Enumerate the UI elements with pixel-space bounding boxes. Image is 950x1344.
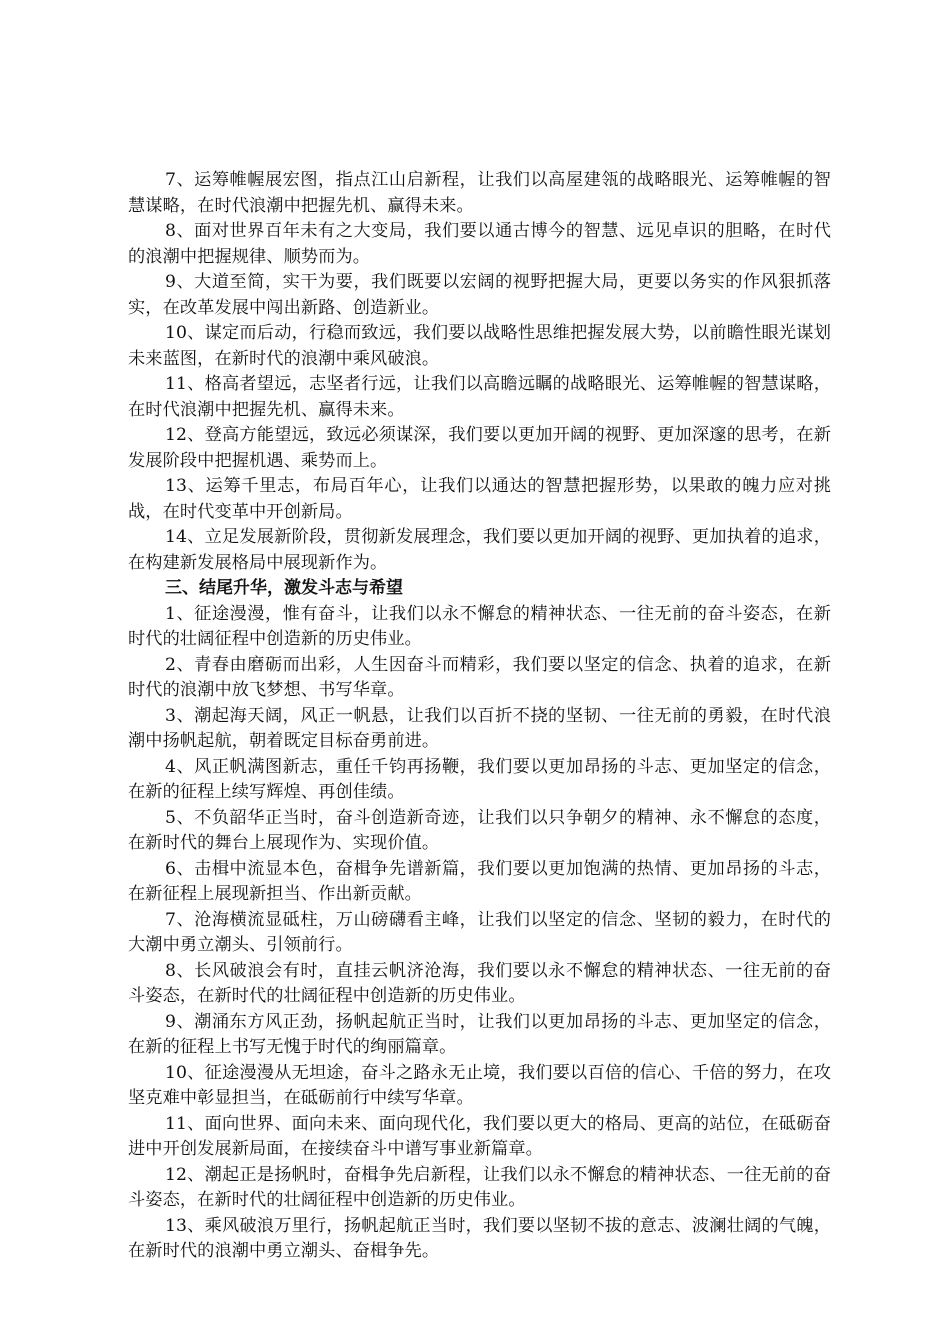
paragraph-b2: 2、青春由磨砺而出彩，人生因奋斗而精彩，我们要以坚定的信念、执着的追求，在新时代的浪潮中放飞梦想、书写华章。 (128, 654, 831, 700)
paragraph-b13: 13、乘风破浪万里行，扬帆起航正当时，我们要以坚韧不拔的意志、波澜壮阔的气魄，在新时代的浪潮中勇立潮头、奋楫争先。 (128, 1215, 831, 1261)
paragraph-b5: 5、不负韶华正当时，奋斗创造新奇迹，让我们以只争朝夕的精神、永不懈怠的态度，在新时代的舞台上展现作为、实现价值。 (128, 807, 831, 853)
paragraph-b9: 9、潮涌东方风正劲，扬帆起航正当时，让我们以更加昂扬的斗志、更加坚定的信念，在新的征程上书写无愧于时代的绚丽篇章。 (128, 1011, 831, 1057)
paragraph-b10: 10、征途漫漫从无坦途，奋斗之路永无止境，我们要以百倍的信心、千倍的努力，在攻坚克难中彰显担当，在砥砺前行中续写华章。 (128, 1062, 831, 1108)
paragraph-b8: 8、长风破浪会有时，直挂云帆济沧海，我们要以永不懈怠的精神状态、一往无前的奋斗姿态，在新时代的壮阔征程中创造新的历史伟业。 (128, 960, 831, 1006)
paragraph-a9: 9、大道至简，实干为要，我们既要以宏阔的视野把握大局，更要以务实的作风狠抓落实，在改革发展中闯出新路、创造新业。 (128, 272, 831, 318)
paragraph-a13: 13、运筹千里志，布局百年心，让我们以通达的智慧把握形势，以果敢的魄力应对挑战，在时代变革中开创新局。 (128, 476, 831, 522)
paragraph-b3: 3、潮起海天阔，风正一帆悬，让我们以百折不挠的坚韧、一往无前的勇毅，在时代浪潮中扬帆起航，朝着既定目标奋勇前进。 (128, 705, 831, 751)
paragraph-a14: 14、立足发展新阶段，贯彻新发展理念，我们要以更加开阔的视野、更加执着的追求，在构建新发展格局中展现新作为。 (128, 527, 831, 573)
paragraph-a11: 11、格高者望远，志坚者行远，让我们以高瞻远瞩的战略眼光、运筹帷幄的智慧谋略，在时代浪潮中把握先机、赢得未来。 (128, 374, 831, 420)
section-heading: 三、结尾升华，激发斗志与希望 (165, 578, 403, 598)
paragraph-b12: 12、潮起正是扬帆时，奋楫争先启新程，让我们以永不懈怠的精神状态、一往无前的奋斗姿态，在新时代的壮阔征程中创造新的历史伟业。 (128, 1164, 831, 1210)
paragraph-a12: 12、登高方能望远，致远必须谋深，我们要以更加开阔的视野、更加深邃的思考，在新发展阶段中把握机遇、乘势而上。 (128, 425, 831, 471)
paragraph-b11: 11、面向世界、面向未来、面向现代化，我们要以更大的格局、更高的站位，在砥砺奋进中开创发展新局面，在接续奋斗中谱写事业新篇章。 (128, 1113, 831, 1159)
paragraph-b7: 7、沧海横流显砥柱，万山磅礴看主峰，让我们以坚定的信念、坚韧的毅力，在时代的大潮中勇立潮头、引领前行。 (128, 909, 831, 955)
paragraph-b6: 6、击楫中流显本色，奋楫争先谱新篇，我们要以更加饱满的热情、更加昂扬的斗志，在新征程上展现新担当、作出新贡献。 (128, 858, 831, 904)
paragraph-a7: 7、运筹帷幄展宏图，指点江山启新程，让我们以高屋建瓴的战略眼光、运筹帷幄的智慧谋略，在时代浪潮中把握先机、赢得未来。 (128, 170, 831, 216)
paragraph-b1: 1、征途漫漫，惟有奋斗，让我们以永不懈怠的精神状态、一往无前的奋斗姿态，在新时代的壮阔征程中创造新的历史伟业。 (128, 603, 831, 649)
paragraph-b4: 4、风正帆满图新志，重任千钧再扬鞭，我们要以更加昂扬的斗志、更加坚定的信念，在新的征程上续写辉煌、再创佳绩。 (128, 756, 831, 802)
paragraph-a10: 10、谋定而后动，行稳而致远，我们要以战略性思维把握发展大势，以前瞻性眼光谋划未来蓝图，在新时代的浪潮中乘风破浪。 (128, 323, 831, 369)
paragraph-a8: 8、面对世界百年未有之大变局，我们要以通古博今的智慧、远见卓识的胆略，在时代的浪潮中把握规律、顺势而为。 (128, 221, 831, 267)
document-body (128, 168, 831, 1265)
